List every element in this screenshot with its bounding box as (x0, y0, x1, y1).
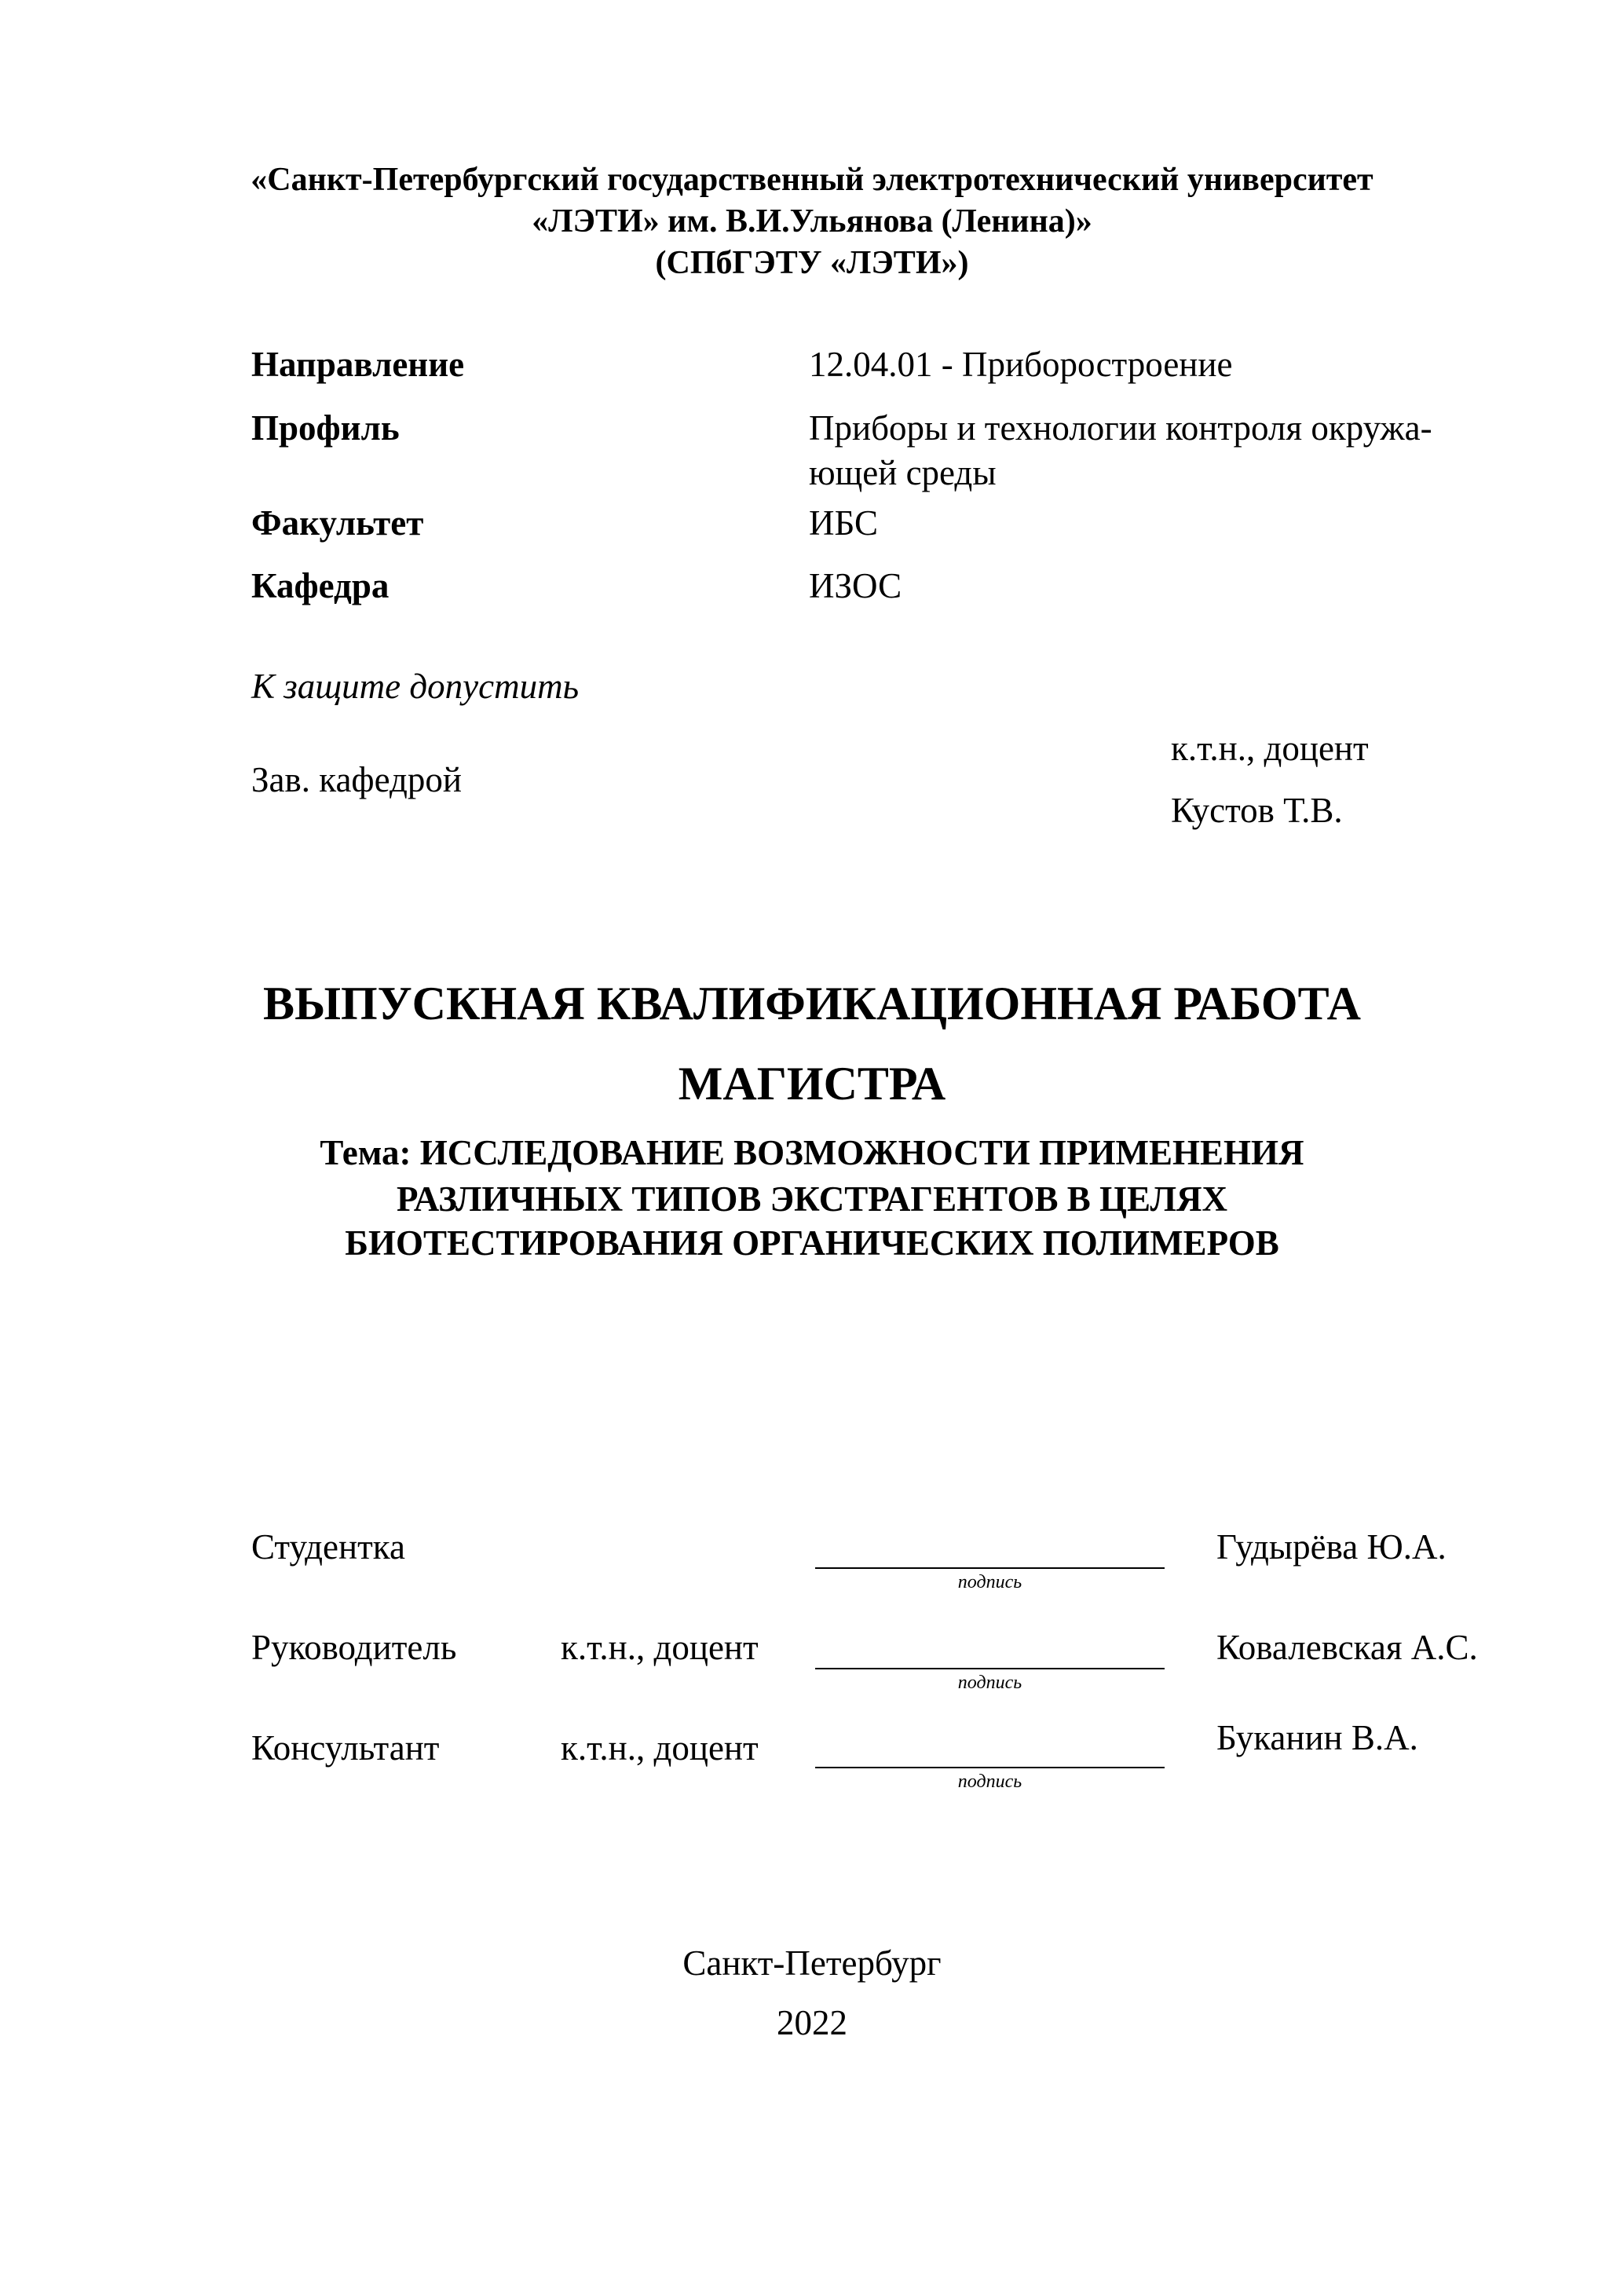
profile-label: Профиль (251, 408, 400, 448)
supervisor-signature-caption: подпись (957, 1673, 1022, 1693)
head-degree: к.т.н., доцент (1171, 729, 1369, 768)
year: 2022 (777, 2003, 847, 2042)
student-signature-line (815, 1567, 1165, 1569)
topic-line1 (0, 1135, 1624, 1171)
faculty-label: Факультет (251, 503, 424, 543)
consultant-name: Буканин В.А. (1216, 1718, 1418, 1757)
work-title-line1: ВЫПУСКНАЯ КВАЛИФИКАЦИОННАЯ РАБОТА (263, 978, 1361, 1029)
profile-value: Приборы и технологии контроля окружа- (809, 408, 1432, 448)
supervisor-degree: к.т.н., доцент (561, 1628, 759, 1667)
topic-text-1: ИССЛЕДОВАНИЕ ВОЗМОЖНОСТИ ПРИМЕНЕНИЯ (419, 1133, 1304, 1172)
supervisor-name: Ковалевская А.С. (1216, 1628, 1478, 1667)
student-name: Гудырёва Ю.А. (1216, 1527, 1447, 1567)
department-value: ИЗОС (809, 566, 902, 605)
consultant-degree: к.т.н., доцент (561, 1728, 759, 1768)
head-label: Зав. кафедрой (251, 760, 462, 799)
student-role: Студентка (251, 1527, 405, 1567)
department-label: Кафедра (251, 566, 390, 605)
university-name-line2: «ЛЭТИ» им. В.И.Ульянова (Ленина)» (532, 203, 1092, 239)
consultant-role: Консультант (251, 1728, 440, 1768)
faculty-value: ИБС (809, 503, 879, 543)
supervisor-role: Руководитель (251, 1628, 457, 1667)
city: Санкт-Петербург (682, 1943, 942, 1983)
consultant-signature-caption: подпись (957, 1771, 1022, 1792)
work-title-line2: МАГИСТРА (678, 1058, 946, 1110)
consultant-signature-line (815, 1767, 1165, 1768)
direction-label: Направление (251, 345, 465, 384)
admit-to-defense: К защите допустить (251, 667, 580, 706)
profile-value-cont: ющей среды (809, 453, 997, 492)
student-signature-caption: подпись (957, 1572, 1022, 1592)
topic-prefix: Тема: (320, 1133, 420, 1172)
head-name: Кустов Т.В. (1171, 791, 1343, 830)
university-abbr: (СПбГЭТУ «ЛЭТИ») (655, 245, 969, 281)
supervisor-signature-line (815, 1668, 1165, 1669)
university-name-line1: «Санкт-Петербургский государственный электротехнический университет (251, 162, 1373, 198)
direction-value: 12.04.01 - Приборостроение (809, 345, 1233, 384)
topic-line3: БИОТЕСТИРОВАНИЯ ОРГАНИЧЕСКИХ ПОЛИМЕРОВ (345, 1223, 1279, 1263)
topic-line2: РАЗЛИЧНЫХ ТИПОВ ЭКСТРАГЕНТОВ В ЦЕЛЯХ (397, 1179, 1227, 1219)
